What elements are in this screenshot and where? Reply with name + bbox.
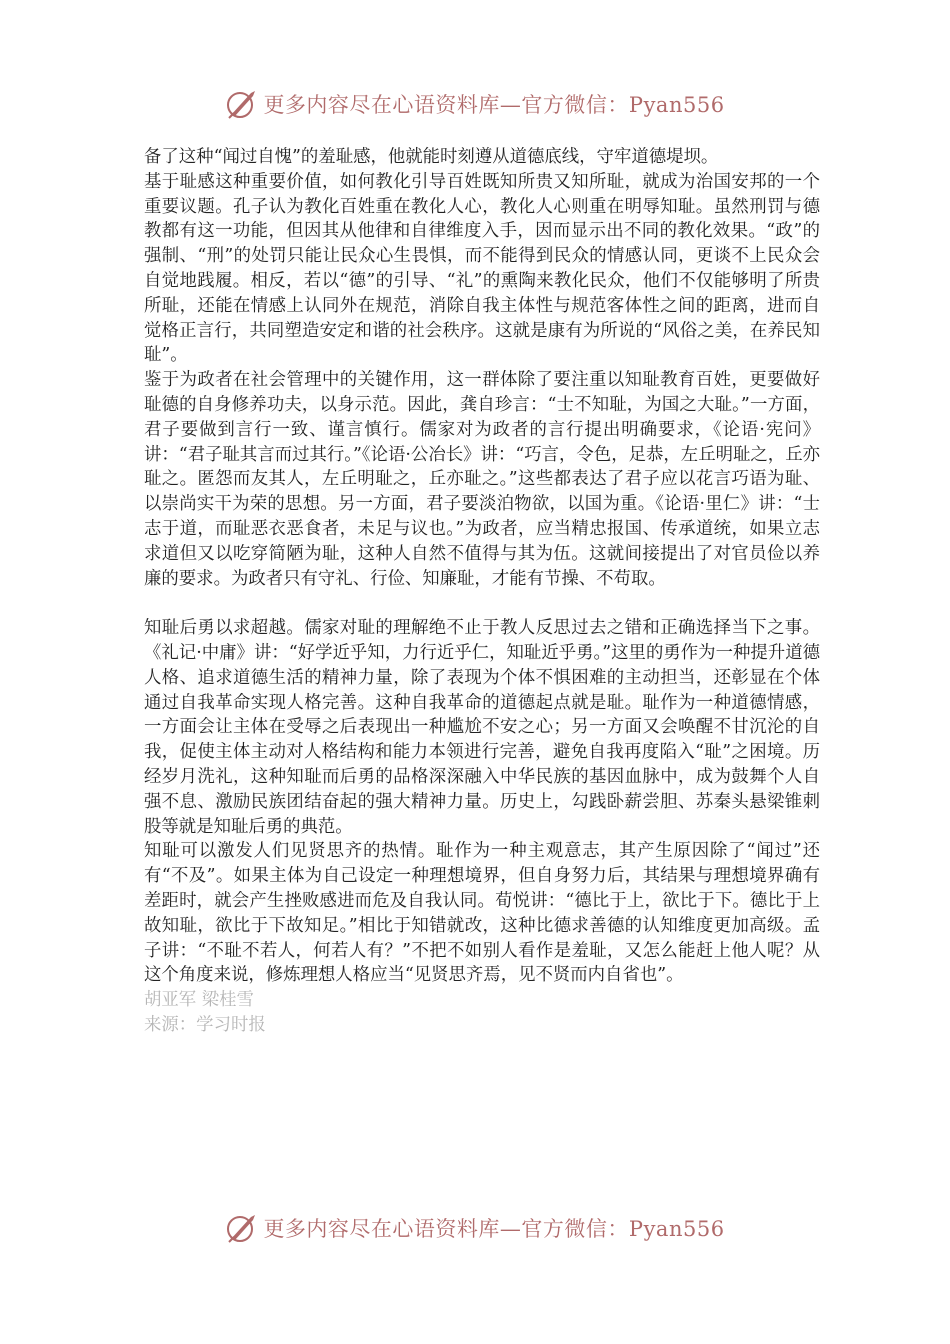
paragraph: 备了这种“闻过自愧”的羞耻感，他就能时刻遵从道德底线，守牢道德堤坝。 xyxy=(144,147,719,167)
pen-quill-icon xyxy=(225,87,259,121)
banner-text: 更多内容尽在心语资料库—官方微信：Pyan556 xyxy=(263,1217,725,1241)
author: 胡亚军 梁桂雪 xyxy=(144,990,254,1011)
header-banner xyxy=(0,84,950,124)
paragraph-gap xyxy=(144,591,820,616)
article-body xyxy=(144,145,820,1038)
paragraph: 知耻后勇以求超越。儒家对耻的理解绝不止于教人反思过去之错和正确选择当下之事。《礼记·中庸》讲：“好学近乎知，力行近乎仁，知耻近乎勇。”这里的勇作为一种提升道德人格、追求道德生活的精神力量，除了表现为个体不惧困难的主动担当，还彰显在个体通过自我革命实现人格完善。这种自我革命的道德起点就是耻。耻作为一种道德情感，一方面会让主体在受辱之后表现出一种尴尬不安之心；另一方面又会唤醒不甘沉沦的自我，促使主体主动对人格结构和能力本领进行完善，避免自我再度陷入“耻”之困境。历经岁月洗礼，这种知耻而后勇的品格深深融入中华民族的基因血脉中，成为鼓舞个人自强不息、激励民族团结奋起的强大精神力量。历史上，勾践卧薪尝胆、苏秦头悬梁锥刺股等就是知耻后勇的典范。 xyxy=(144,618,820,837)
footer-banner xyxy=(0,1208,950,1248)
pen-quill-icon xyxy=(225,1211,259,1245)
banner-text: 更多内容尽在心语资料库—官方微信：Pyan556 xyxy=(263,93,725,117)
paragraph: 鉴于为政者在社会管理中的关键作用，这一群体除了要注重以知耻教育百姓，更要做好耻德的自身修养功夫，以身示范。因此，龚自珍言：“士不知耻，为国之大耻。”一方面，君子要做到言行一致、谨言慎行。儒家对为政者的言行提出明确要求，《论语·宪问》讲：“君子耻其言而过其行。”《论语·公冶长》讲：“巧言，令色，足恭，左丘明耻之，丘亦耻之。匿怨而友其人，左丘明耻之，丘亦耻之。”这些都表达了君子应以花言巧语为耻、以崇尚实干为荣的思想。另一方面，君子要淡泊物欲，以国为重。《论语·里仁》讲：“士志于道，而耻恶衣恶食者，未足与议也。”为政者，应当精忠报国、传承道统，如果立志求道但又以吃穿简陋为耻，这种人自然不值得与其为伍。这就间接提出了对官员俭以养廉的要求。为政者只有守礼、行俭、知廉耻，才能有节操、不苟取。 xyxy=(144,370,820,589)
source: 来源：学习时报 xyxy=(144,1014,266,1035)
paragraph: 知耻可以激发人们见贤思齐的热情。耻作为一种主观意志，其产生原因除了“闻过”还有“不及”。如果主体为自己设定一种理想境界，但自身努力后，其结果与理想境界确有差距时，就会产生挫败感进而危及自我认同。荀悦讲：“德比于上，欲比于下。德比于上故知耻，欲比于下故知足。”相比于知错就改，这种比德求善德的认知维度更加高级。孟子讲：“不耻不若人，何若人有？”不把不如别人看作是羞耻，又怎么能赶上他人呢？从这个角度来说，修炼理想人格应当“见贤思齐焉，见不贤而内自省也”。 xyxy=(144,841,820,986)
paragraph: 基于耻感这种重要价值，如何教化引导百姓既知所贵又知所耻，就成为治国安邦的一个重要议题。孔子认为教化百姓重在教化人心，教化人心则重在明辱知耻。虽然刑罚与德教都有这一功能，但因其从他律和自律维度入手，因而显示出不同的教化效果。“政”的强制、“刑”的处罚只能让民众心生畏惧，而不能得到民众的情感认同，更谈不上民众会自觉地践履。相反，若以“德”的引导、“礼”的熏陶来教化民众，他们不仅能够明了所贵所耻，还能在情感上认同外在规范，消除自我主体性与规范客体性之间的距离，进而自觉格正言行，共同塑造安定和谐的社会秩序。这就是康有为所说的“风俗之美，在养民知耻”。 xyxy=(144,171,820,366)
